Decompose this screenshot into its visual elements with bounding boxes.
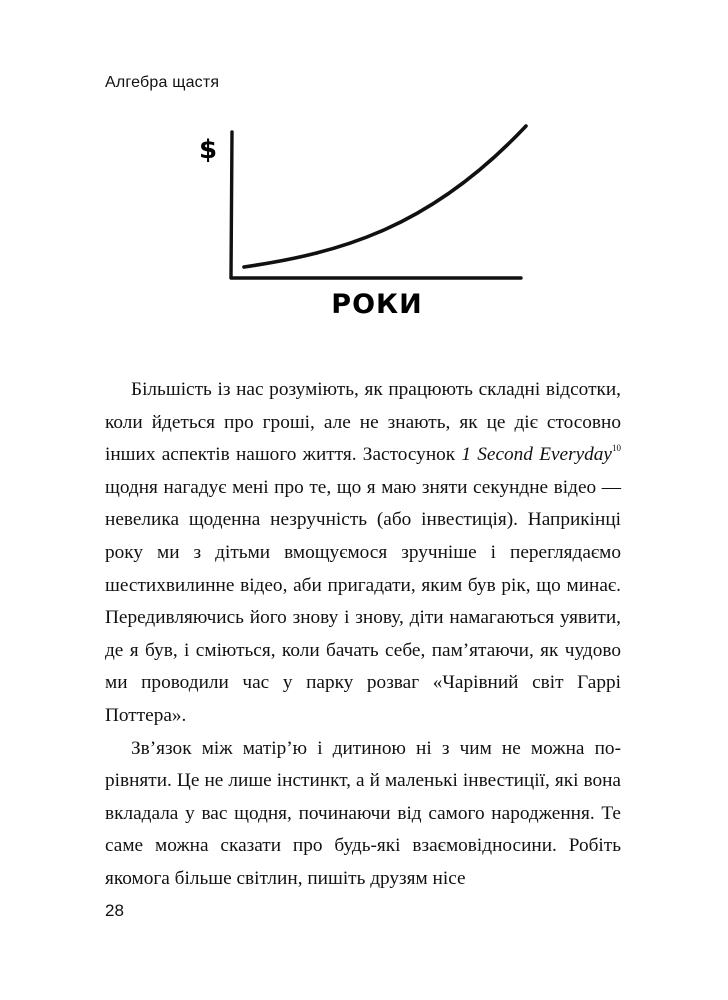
x-axis-label: РОКИ: [331, 289, 423, 320]
paragraph: [105, 733, 621, 896]
paragraph-text: Зв’язок між матір’ю і дитиною ні з чим не можна порівняти. Це не лише інстинкт, а й маленькі інвестиції, які вона вкладала у вас щодня, починаючи від самого народження. Те саме можна сказати про будь-які взаємовідносини. Робіть якомога більше світлин, пишіть друзям нісе: [105, 737, 621, 889]
chart-axes: [231, 132, 521, 278]
growth-curve: [244, 126, 526, 267]
footnote-ref[interactable]: 10: [612, 443, 621, 454]
running-head: Алгебра щастя: [105, 74, 220, 91]
growth-chart: [190, 118, 540, 328]
paragraph: [105, 374, 621, 733]
paragraph-text: щодня нагадує мені про те, що я маю зняти секундне відео — невелика щоденна незручність (або інвестиція). Наприкінці року ми з дітьми вмощуємося зручніше і переглядаємо шестихвилинне відео, аби пригадати, яким був рік, що минає. Передивляючись його знову і знову, діти намагаються уявити, де я був, і сміються, коли бачать себе, пам’ятаючи, як чудово ми проводили час у парку розваг «Чарівний світ Гаррі Поттера».: [105, 476, 621, 726]
body-text: [105, 374, 621, 896]
app-name: 1 Second Everyday: [461, 444, 612, 466]
paragraph-text: Більшість із нас розуміють, як працюють складні відсотки, коли йдеться про гроші, але не знають, як це діє стосовно інших аспектів нашого життя. Застосунок: [105, 379, 621, 466]
y-axis-label: $: [199, 135, 218, 165]
growth-figure: [190, 118, 540, 328]
page-number: 28: [105, 901, 124, 920]
